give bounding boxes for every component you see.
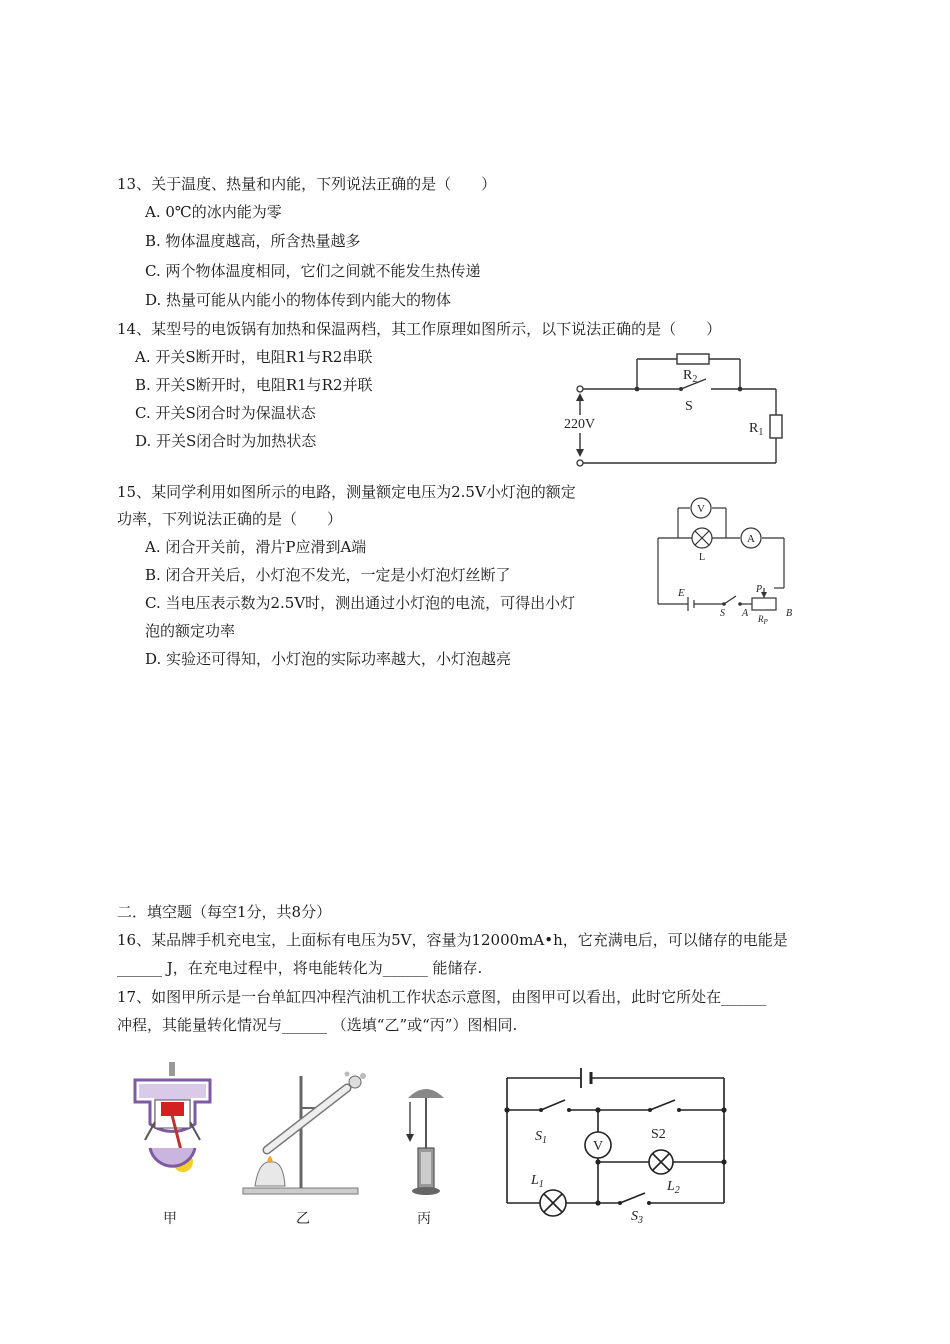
- q13-option-a: A. 0℃的冰内能为零: [145, 203, 282, 221]
- battery-label: E: [678, 587, 685, 599]
- s3-label: $S_3$: [631, 1209, 643, 1226]
- q15-option-c-line1: C. 当电压表示数为2.5V时，测出通过小灯泡的电流，可得出小灯: [145, 594, 576, 612]
- switch-lamp-circuit-diagram: [495, 1062, 740, 1227]
- q17-line2: 冲程，其能量转化情况与______ （选填“乙”或“丙”）图相同.: [117, 1016, 518, 1034]
- q15-option-b: B. 闭合开关后，小灯泡不发光，一定是小灯泡灯丝断了: [145, 566, 511, 584]
- l1-label: $L_1$: [531, 1173, 544, 1190]
- q14-stem: 14、某型号的电饭锅有加热和保温两档，其工作原理如图所示，以下说法正确的是（ ）: [117, 320, 722, 338]
- caption-jia: 甲: [163, 1211, 177, 1227]
- caption-yi: 乙: [296, 1211, 310, 1227]
- q13-option-c: C. 两个物体温度相同，它们之间就不能发生热传递: [145, 262, 481, 280]
- test-tube-steam-figure: [237, 1068, 372, 1198]
- q15-circuit-diagram: [650, 492, 800, 627]
- r2-label: $R_2$: [683, 368, 698, 385]
- q14-option-b: B. 开关S断开时，电阻R1与R2并联: [135, 376, 373, 394]
- section-2-title: 二．填空题（每空1分，共8分）: [117, 903, 332, 921]
- q13-option-d: D. 热量可能从内能小的物体传到内能大的物体: [145, 291, 452, 309]
- q15-stem-line1: 15、某同学利用如图所示的电路，测量额定电压为2.5V小灯泡的额定: [117, 483, 576, 501]
- end-b-label: B: [786, 608, 793, 619]
- r1-label: $R_1$: [749, 421, 764, 438]
- voltmeter-v-label: V: [593, 1139, 604, 1154]
- q15-stem-line2: 功率，下列说法正确的是（ ）: [117, 510, 343, 528]
- end-a-label: A: [742, 608, 749, 619]
- r1-resistor: [770, 415, 782, 438]
- air-compression-figure: [400, 1078, 450, 1198]
- s1-label: $S_1$: [535, 1129, 547, 1146]
- l2-label: $L_2$: [667, 1179, 680, 1196]
- ammeter-label: A: [747, 533, 755, 545]
- rheostat: [752, 598, 776, 610]
- slider-p-label: P: [756, 584, 763, 595]
- q14-circuit-diagram: [560, 345, 800, 470]
- r2-resistor: [677, 354, 709, 364]
- voltmeter-label: V: [697, 503, 705, 515]
- q13-stem: 13、关于温度、热量和内能，下列说法正确的是（ ）: [117, 175, 497, 193]
- voltage-label: 220V: [564, 417, 596, 432]
- q13-option-b: B. 物体温度越高，所含热量越多: [145, 232, 361, 250]
- s2-label: S2: [651, 1127, 666, 1142]
- rheostat-label: $R_P$: [758, 614, 768, 626]
- switch-s-label: S: [685, 399, 693, 414]
- q17-line1: 17、如图甲所示是一台单缸四冲程汽油机工作状态示意图，由图甲可以看出，此时它所处在______: [117, 988, 767, 1006]
- caption-bing: 丙: [417, 1211, 431, 1227]
- lamp-label: L: [699, 552, 706, 563]
- q16-line1: 16、某品牌手机充电宝，上面标有电压为5V，容量为12000mA•h，它充满电后，可以储存的电能是: [117, 931, 788, 949]
- q15-option-c-line2: 泡的额定功率: [145, 622, 236, 640]
- q14-option-a: A. 开关S断开时，电阻R1与R2串联: [135, 348, 373, 366]
- switch-label: S: [720, 608, 725, 619]
- q15-option-a: A. 闭合开关前，滑片P应滑到A端: [145, 538, 367, 556]
- q16-line2: ______ J，在充电过程中，将电能转化为______ 能储存.: [117, 959, 483, 977]
- q15-option-d: D. 实验还可得知，小灯泡的实际功率越大，小灯泡越亮: [145, 650, 512, 668]
- q14-option-c: C. 开关S闭合时为保温状态: [135, 404, 316, 422]
- q14-option-d: D. 开关S闭合时为加热状态: [135, 432, 317, 450]
- engine-cylinder-figure: [125, 1060, 220, 1200]
